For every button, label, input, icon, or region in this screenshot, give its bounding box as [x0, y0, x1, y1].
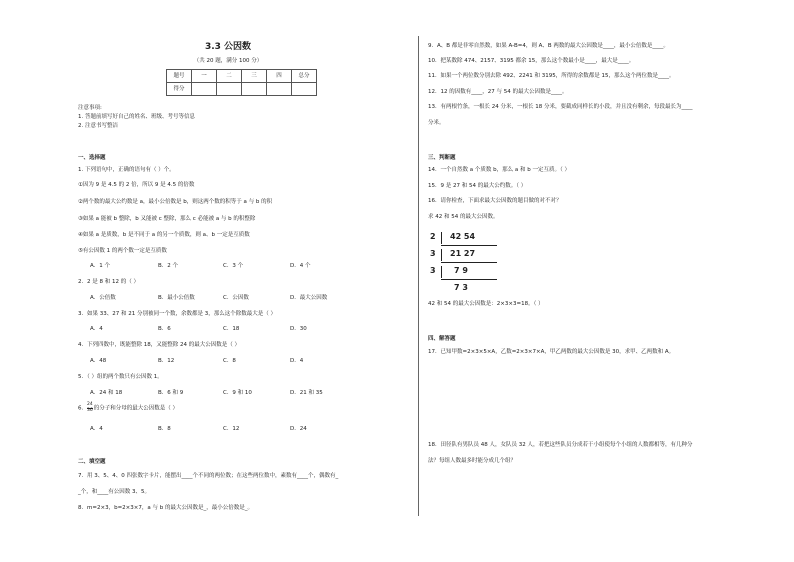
- score-cell: 得分: [167, 83, 192, 96]
- ladder-line: [441, 249, 442, 261]
- option-b[interactable]: B．6 和 9: [158, 390, 184, 396]
- page-title: 3.3 公因数: [204, 42, 252, 52]
- column-divider: [418, 36, 419, 516]
- option-a[interactable]: A．4: [90, 426, 103, 432]
- option-d[interactable]: D．4: [290, 358, 304, 364]
- section-heading: 一、选择题: [78, 155, 106, 161]
- ladder-divisor: 3: [430, 266, 436, 275]
- score-cell: 四: [267, 70, 292, 83]
- question-text: 16．请你检查，下面求最大公因数的题目做的对不对？: [428, 198, 562, 204]
- ladder-line: [441, 266, 442, 278]
- ladder-line: [441, 262, 497, 263]
- question-text: 12．12 的因数有____，27 与 54 的最大公因数是____。: [428, 89, 568, 95]
- ladder-values: 7 3: [454, 283, 468, 292]
- question-text: 法？每组人数最多时能分成几个组？: [428, 458, 517, 464]
- question-number: 6．: [78, 405, 87, 412]
- ladder-divisor: 3: [430, 249, 436, 258]
- question-text: 2．2 是 8 和 12 的（ ）: [78, 279, 139, 285]
- option-a[interactable]: A．1 个: [90, 263, 111, 269]
- statement-text: ①因为 9 是 4.5 的 2 倍，所以 9 是 4.5 的倍数: [78, 182, 195, 188]
- option-c[interactable]: C．公因数: [223, 295, 249, 301]
- question-text: [78, 403, 178, 413]
- question-text: 17．已知甲数=2×3×5×A，乙数=2×3×7×A，甲乙两数的最大公因数是 30，求甲、乙两数和 A。: [428, 349, 675, 355]
- option-c[interactable]: C．18: [223, 326, 240, 332]
- statement-text: ③如果 a 能被 b 整除，b 又能被 c 整除，那么 c 必能被 a 与 b 的积整除: [78, 216, 256, 222]
- option-b[interactable]: B．2 个: [158, 263, 179, 269]
- score-cell[interactable]: [242, 83, 267, 96]
- question-text: 分米。: [428, 120, 445, 126]
- section-heading: 三、判断题: [428, 155, 456, 161]
- score-cell: 总分: [292, 70, 317, 83]
- option-c[interactable]: C．12: [223, 426, 240, 432]
- option-a[interactable]: A．4: [90, 326, 103, 332]
- score-cell: 一: [192, 70, 217, 83]
- question-text: 10．把某数除 474、2157、3195 都余 15，那么这个数最小是____，最大是____。: [428, 58, 635, 64]
- question-text: 11．如果一个两位数分别去除 492、2241 和 3195，所得的余数都是 15，那么这个两位数是____。: [428, 73, 675, 79]
- question-text: 5．（ ）组的两个数只有公因数 1。: [78, 374, 163, 380]
- question-text: 42 和 54 的最大公因数是：2×3×3=18。（ ）: [428, 301, 544, 307]
- page-subtitle: （共 20 题，满分 100 分）: [193, 58, 263, 64]
- option-a[interactable]: A．48: [90, 358, 107, 364]
- division-ladder: [428, 232, 508, 298]
- question-text: 18．田径队有男队员 48 人，女队员 32 人，若把这些队员分成若干小组使每个小组的人数都相等，有几种分: [428, 442, 693, 448]
- question-text: 4．下列四数中，既能整除 18，又能整除 24 的最大公因数是（ ）: [78, 342, 240, 348]
- score-cell[interactable]: [217, 83, 242, 96]
- question-text: 8．m=2×3，b=2×3×7，a 与 b 的最大公因数是_，最小公倍数是_。: [78, 505, 253, 511]
- question-text: _个，和____有公因数 3、5。: [78, 489, 150, 495]
- ladder-line: [441, 245, 497, 246]
- section-heading: 四、解答题: [428, 336, 456, 342]
- option-a[interactable]: A．24 和 18: [90, 390, 123, 396]
- section-heading: 二、填空题: [78, 459, 106, 465]
- option-b[interactable]: B．最小公倍数: [158, 295, 195, 301]
- ladder-values: 7 9: [454, 266, 468, 275]
- option-c[interactable]: C．3 个: [223, 263, 244, 269]
- score-cell: 三: [242, 70, 267, 83]
- option-d[interactable]: D．30: [290, 326, 307, 332]
- option-d[interactable]: D．21 和 35: [290, 390, 323, 396]
- option-d[interactable]: D．最大公因数: [290, 295, 328, 301]
- notice-item: 1. 答题前填写好自己的姓名、班级、考号等信息: [78, 114, 195, 120]
- notice-heading: 注意事项:: [78, 105, 102, 111]
- score-cell: 题号: [167, 70, 192, 83]
- ladder-values: 42 54: [450, 232, 476, 241]
- question-text: 13．有两根竹条，一根长 24 分米，一根长 18 分米，要截成同样长的小段，并且没有剩余，每段最长为____: [428, 104, 693, 110]
- score-table-row-header: [167, 70, 317, 83]
- option-a[interactable]: A．公倍数: [90, 295, 116, 301]
- score-cell[interactable]: [267, 83, 292, 96]
- fraction: [87, 403, 93, 413]
- question-text: 求 42 和 54 的最大公因数。: [428, 214, 499, 220]
- score-cell: 二: [217, 70, 242, 83]
- question-body: 的分子和分母的最大公因数是（ ）: [93, 405, 178, 412]
- ladder-line: [441, 279, 497, 280]
- ladder-divisor: 2: [430, 232, 436, 241]
- statement-text: ⑤有公因数 1 的两个数一定是互质数: [78, 248, 167, 254]
- option-b[interactable]: B．8: [158, 426, 171, 432]
- score-cell[interactable]: [292, 83, 317, 96]
- option-c[interactable]: C．9 和 10: [223, 390, 252, 396]
- statement-text: ②两个数的最大公约数是 a，最小公倍数是 b，则这两个数的积等于 a 与 b 的积: [78, 199, 273, 205]
- question-text: 9．A、B 都是非零自然数，如果 A-B=4，则 A、B 两数的最大公因数是____，最小公倍数是____。: [428, 43, 669, 49]
- question-text: 14．一个自然数 a 个质数 b，那么 a 和 b 一定互质。（ ）: [428, 167, 570, 173]
- score-table: [166, 69, 317, 96]
- ladder-values: 21 27: [450, 249, 476, 258]
- fraction-denominator: 36: [87, 407, 93, 413]
- score-table-row-score: [167, 83, 317, 96]
- score-cell[interactable]: [192, 83, 217, 96]
- ladder-line: [441, 232, 442, 244]
- fraction-numerator: 24: [87, 402, 93, 407]
- question-text: 1. 下列语句中，正确的语句有（ ）个。: [78, 167, 175, 173]
- option-d[interactable]: D．4 个: [290, 263, 311, 269]
- option-b[interactable]: B．6: [158, 326, 171, 332]
- statement-text: ④如果 a 是质数，b 是不同于 a 的另一个质数，则 a、b 一定是互质数: [78, 232, 250, 238]
- option-b[interactable]: B．12: [158, 358, 175, 364]
- question-text: 7．用 3、5、4、0 四张数字卡片，能摆出____个不同的两位数；在这些两位数中，素数有____个，偶数有_: [78, 473, 339, 479]
- question-text: 3．如果 33、27 和 21 分别被同一个数，余数都是 3，那么这个除数最大是（ ）: [78, 311, 276, 317]
- option-d[interactable]: D．24: [290, 426, 307, 432]
- question-text: 15．9 是 27 和 54 的最大公约数。（ ）: [428, 183, 527, 189]
- option-c[interactable]: C．8: [223, 358, 236, 364]
- notice-item: 2. 注意书写整洁: [78, 123, 118, 129]
